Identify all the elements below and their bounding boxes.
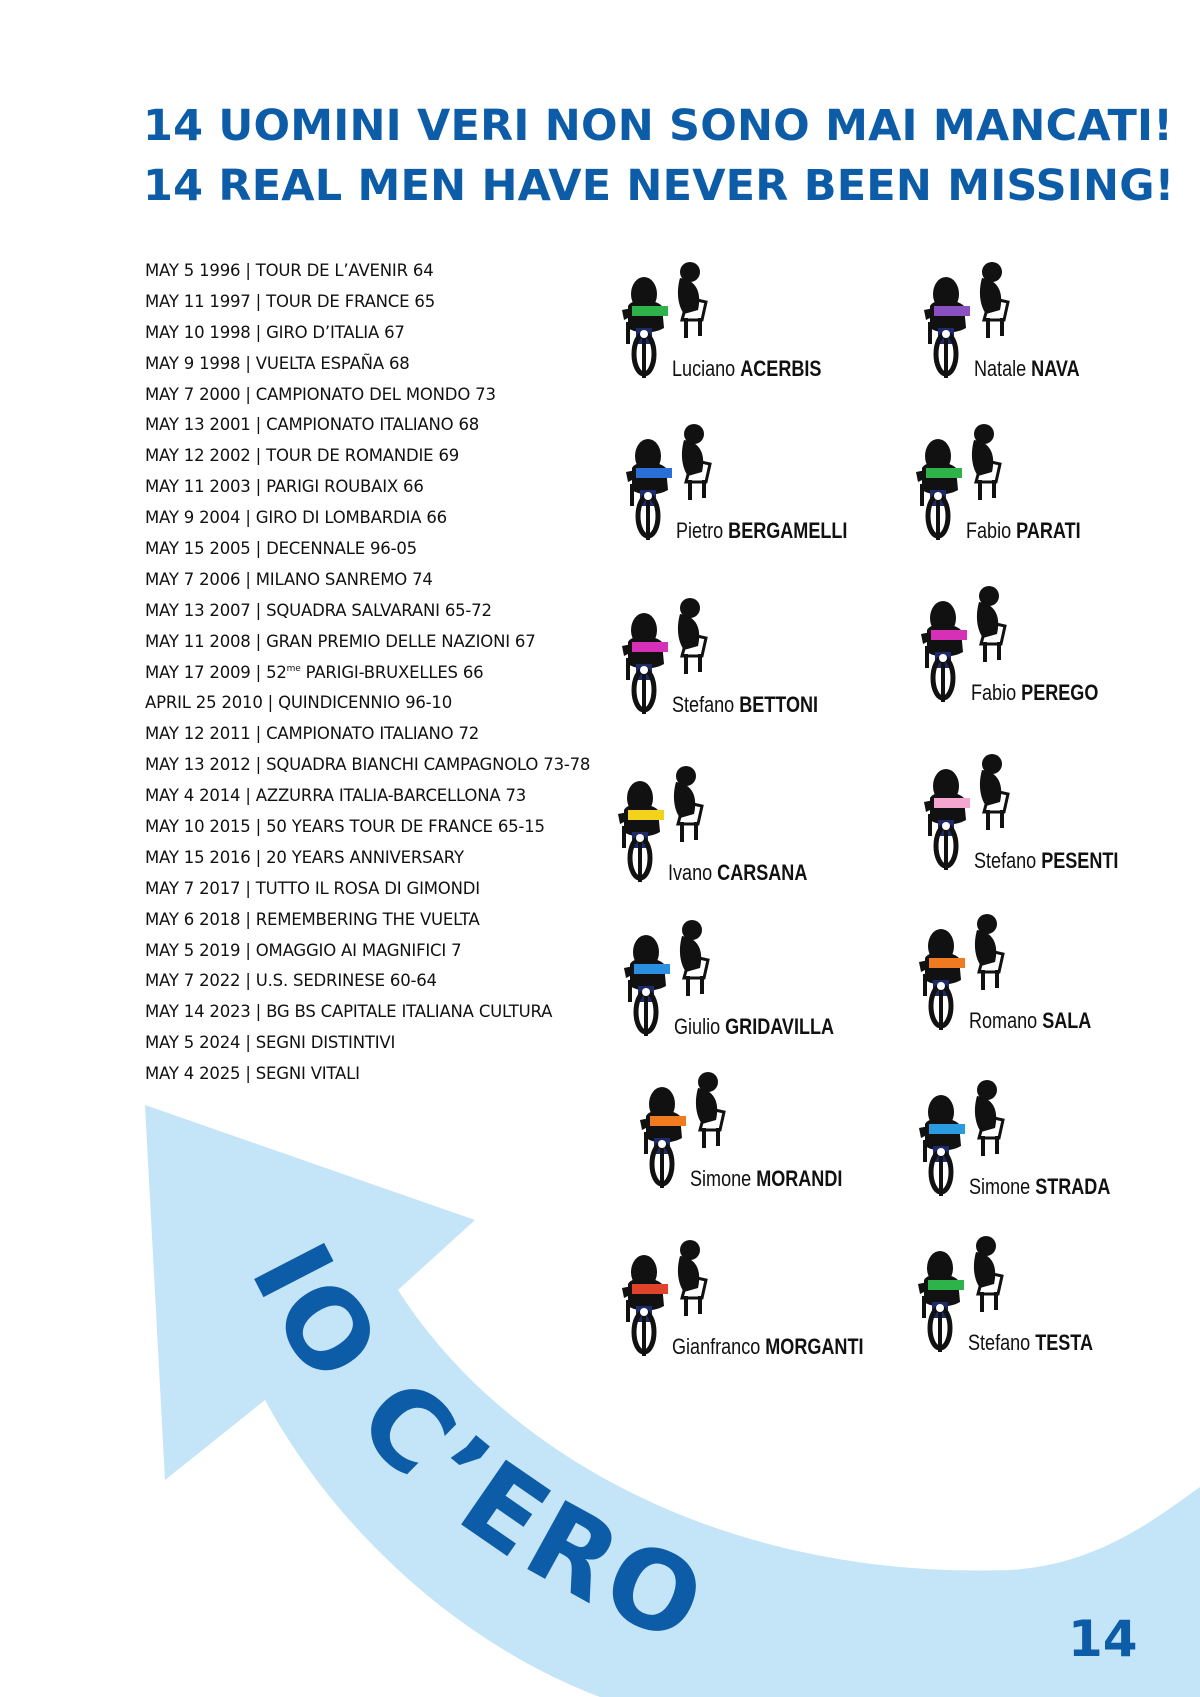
list-item: MAY 5 1996 | TOUR DE L’AVENIR 64 (145, 261, 434, 280)
rider-card (636, 1072, 896, 1192)
rider-last-name: BETTONI (739, 692, 819, 717)
rider-card (920, 754, 1180, 874)
event-date: MAY 13 2007 (145, 600, 251, 620)
event-name: SQUADRA BIANCHI CAMPAGNOLO 73-78 (266, 755, 591, 775)
event-name: SEGNI VITALI (255, 1064, 360, 1084)
event-name: 52 (266, 662, 287, 682)
event-date: MAY 6 2018 (145, 909, 241, 929)
rider-last-name: TESTA (1035, 1330, 1094, 1355)
rider-name (969, 1008, 1091, 1034)
heading-english: 14 REAL MEN HAVE NEVER BEEN MISSING! (143, 161, 1175, 211)
rider-name (969, 1174, 1110, 1200)
rider-card (620, 920, 880, 1040)
event-date: MAY 9 2004 (145, 508, 241, 528)
rider-card (914, 1236, 1174, 1356)
event-name: BG BS CAPITALE ITALIANA CULTURA (266, 1002, 553, 1022)
list-item: MAY 12 2011 | CAMPIONATO ITALIANO 72 (145, 724, 480, 744)
rider-last-name: NAVA (1031, 356, 1080, 381)
rider-card (920, 262, 1180, 382)
rider-first-name: Romano (969, 1008, 1038, 1033)
list-item: MAY 10 2015 | 50 YEARS TOUR DE FRANCE 65-15 (145, 817, 545, 837)
event-name: CAMPIONATO DEL MONDO 73 (255, 384, 496, 404)
event-date: MAY 14 2023 (145, 1002, 251, 1022)
event-date: MAY 10 2015 (145, 817, 251, 837)
event-name: U.S. SEDRINESE 60-64 (255, 971, 437, 991)
rider-name (672, 1334, 863, 1360)
event-date: MAY 4 2025 (145, 1064, 241, 1084)
event-date: MAY 5 2019 (145, 940, 241, 960)
event-name: CAMPIONATO ITALIANO 72 (266, 724, 480, 744)
rider-name (971, 680, 1098, 706)
event-date: MAY 11 2003 (145, 477, 251, 497)
rider-first-name: Simone (969, 1174, 1031, 1199)
event-name: OMAGGIO AI MAGNIFICI 7 (255, 940, 462, 960)
event-date: APRIL 25 2010 (145, 693, 263, 713)
event-date: MAY 7 2022 (145, 971, 241, 991)
arrow-text: IO C’ERO (226, 1224, 726, 1670)
rider-card (618, 1240, 878, 1360)
event-name: VUELTA ESPAÑA 68 (255, 353, 410, 373)
event-date: MAY 11 2008 (145, 631, 251, 651)
rider-first-name: Fabio (966, 518, 1012, 543)
event-date: MAY 11 1997 (145, 291, 251, 311)
event-date: MAY 13 2001 (145, 415, 251, 435)
rider-name (690, 1166, 842, 1192)
rider-card (618, 262, 878, 382)
rider-card (915, 1080, 1175, 1200)
rider-first-name: Natale (974, 356, 1027, 381)
rider-name (968, 1330, 1093, 1356)
page-heading (143, 96, 1175, 216)
list-item: MAY 9 2004 | GIRO DI LOMBARDIA 66 (145, 508, 447, 528)
rider-name (966, 518, 1081, 544)
event-name: SEGNI DISTINTIVI (255, 1033, 396, 1053)
rider-card (917, 586, 1177, 706)
list-item: MAY 13 2007 | SQUADRA SALVARANI 65-72 (145, 600, 492, 620)
rider-last-name: STRADA (1035, 1174, 1111, 1199)
rider-first-name: Stefano (968, 1330, 1031, 1355)
rider-name (672, 356, 821, 382)
event-name: PARIGI ROUBAIX 66 (266, 477, 424, 497)
rider-name (672, 692, 818, 718)
event-name: TOUR DE ROMANDIE 69 (266, 446, 460, 466)
event-date: MAY 5 1996 (145, 261, 241, 280)
event-name: GIRO D’ITALIA 67 (266, 322, 405, 342)
list-item: MAY 4 2014 | AZZURRA ITALIA-BARCELLONA 73 (145, 786, 527, 806)
event-date: MAY 7 2006 (145, 569, 241, 589)
list-item: MAY 7 2000 | CAMPIONATO DEL MONDO 73 (145, 384, 496, 404)
rider-last-name: CARSANA (717, 860, 808, 885)
rider-first-name: Giulio (674, 1014, 721, 1039)
event-name: TOUR DE FRANCE 65 (266, 291, 435, 311)
rider-last-name: ACERBIS (740, 356, 822, 381)
list-item: MAY 6 2018 | REMEMBERING THE VUELTA (145, 909, 480, 929)
rider-first-name: Ivano (668, 860, 713, 885)
event-name: SQUADRA SALVARANI 65-72 (266, 600, 492, 620)
event-date: MAY 10 1998 (145, 322, 251, 342)
heading-italian: 14 UOMINI VERI NON SONO MAI MANCATI! (143, 101, 1174, 151)
rider-last-name: BERGAMELLI (728, 518, 848, 543)
page-number: 14 (1068, 1610, 1138, 1668)
list-item: MAY 7 2017 | TUTTO IL ROSA DI GIMONDI (145, 878, 480, 898)
rider-first-name: Simone (690, 1166, 752, 1191)
rider-first-name: Stefano (672, 692, 735, 717)
list-item: MAY 15 2016 | 20 YEARS ANNIVERSARY (145, 847, 464, 867)
list-item: MAY 13 2001 | CAMPIONATO ITALIANO 68 (145, 415, 480, 435)
list-item: MAY 11 2003 | PARIGI ROUBAIX 66 (145, 477, 424, 497)
event-name: 20 YEARS ANNIVERSARY (266, 847, 464, 867)
event-name: 50 YEARS TOUR DE FRANCE 65-15 (266, 817, 545, 837)
rider-name (974, 848, 1118, 874)
list-item: MAY 15 2005 | DECENNALE 96-05 (145, 539, 417, 559)
event-name: DECENNALE 96-05 (266, 539, 417, 559)
event-name: MILANO SANREMO 74 (255, 569, 433, 589)
event-name: TUTTO IL ROSA DI GIMONDI (255, 878, 480, 898)
event-date: MAY 12 2011 (145, 724, 251, 744)
list-item: MAY 11 2008 | GRAN PREMIO DELLE NAZIONI 67 (145, 631, 536, 651)
rider-first-name: Fabio (971, 680, 1017, 705)
rider-first-name: Stefano (974, 848, 1037, 873)
rider-last-name: GRIDAVILLA (725, 1014, 835, 1039)
list-item: MAY 10 1998 | GIRO D’ITALIA 67 (145, 322, 405, 342)
rider-name (676, 518, 847, 544)
event-name: REMEMBERING THE VUELTA (255, 909, 480, 929)
list-item: MAY 7 2006 | MILANO SANREMO 74 (145, 569, 433, 589)
event-date: MAY 7 2017 (145, 878, 241, 898)
list-item: APRIL 25 2010 | QUINDICENNIO 96-10 (145, 693, 453, 713)
event-name: TOUR DE L’AVENIR 64 (255, 261, 434, 280)
event-name: GRAN PREMIO DELLE NAZIONI 67 (266, 631, 536, 651)
list-item: MAY 11 1997 | TOUR DE FRANCE 65 (145, 291, 435, 311)
event-name: GIRO DI LOMBARDIA 66 (255, 508, 447, 528)
event-name: QUINDICENNIO 96-10 (278, 693, 453, 713)
list-item: MAY 5 2019 | OMAGGIO AI MAGNIFICI 7 (145, 940, 462, 960)
list-item: MAY 5 2024 | SEGNI DISTINTIVI (145, 1033, 396, 1053)
rider-first-name: Pietro (676, 518, 724, 543)
rider-last-name: PEREGO (1021, 680, 1099, 705)
event-date: MAY 5 2024 (145, 1033, 241, 1053)
rider-card (915, 914, 1175, 1034)
list-item: MAY 14 2023 | BG BS CAPITALE ITALIANA CULTURA (145, 1002, 553, 1022)
event-date: MAY 15 2016 (145, 847, 251, 867)
rider-last-name: PESENTI (1041, 848, 1119, 873)
rider-card (912, 424, 1172, 544)
event-date: MAY 4 2014 (145, 786, 241, 806)
list-item: MAY 7 2022 | U.S. SEDRINESE 60-64 (145, 971, 437, 991)
event-date: MAY 13 2012 (145, 755, 251, 775)
rider-card (614, 766, 874, 886)
events-list (145, 256, 625, 1090)
event-date: MAY 17 2009 (145, 662, 251, 682)
event-name: CAMPIONATO ITALIANO 68 (266, 415, 480, 435)
rider-last-name: SALA (1042, 1008, 1092, 1033)
list-item: MAY 9 1998 | VUELTA ESPAÑA 68 (145, 353, 410, 373)
list-item: MAY 17 2009 | $52^{me}$ PARIGI-BRUXELLES 66 (145, 662, 484, 682)
rider-name (668, 860, 807, 886)
event-date: MAY 9 1998 (145, 353, 241, 373)
rider-last-name: PARATI (1016, 518, 1081, 543)
rider-first-name: Luciano (672, 356, 736, 381)
rider-card (618, 598, 878, 718)
event-date: MAY 12 2002 (145, 446, 251, 466)
rider-last-name: MORGANTI (765, 1334, 864, 1359)
rider-name (674, 1014, 834, 1040)
event-date: MAY 7 2000 (145, 384, 241, 404)
event-name: AZZURRA ITALIA-BARCELLONA 73 (255, 786, 527, 806)
rider-first-name: Gianfranco (672, 1334, 761, 1359)
list-item: MAY 12 2002 | TOUR DE ROMANDIE 69 (145, 446, 460, 466)
rider-last-name: MORANDI (756, 1166, 843, 1191)
list-item: MAY 4 2025 | SEGNI VITALI (145, 1064, 360, 1084)
event-ordinal-suffix: me (286, 663, 301, 674)
event-date: MAY 15 2005 (145, 539, 251, 559)
rider-name (974, 356, 1080, 382)
rider-card (622, 424, 882, 544)
list-item: MAY 13 2012 | SQUADRA BIANCHI CAMPAGNOLO 73-78 (145, 755, 591, 775)
event-name-rest: PARIGI-BRUXELLES 66 (300, 662, 484, 682)
